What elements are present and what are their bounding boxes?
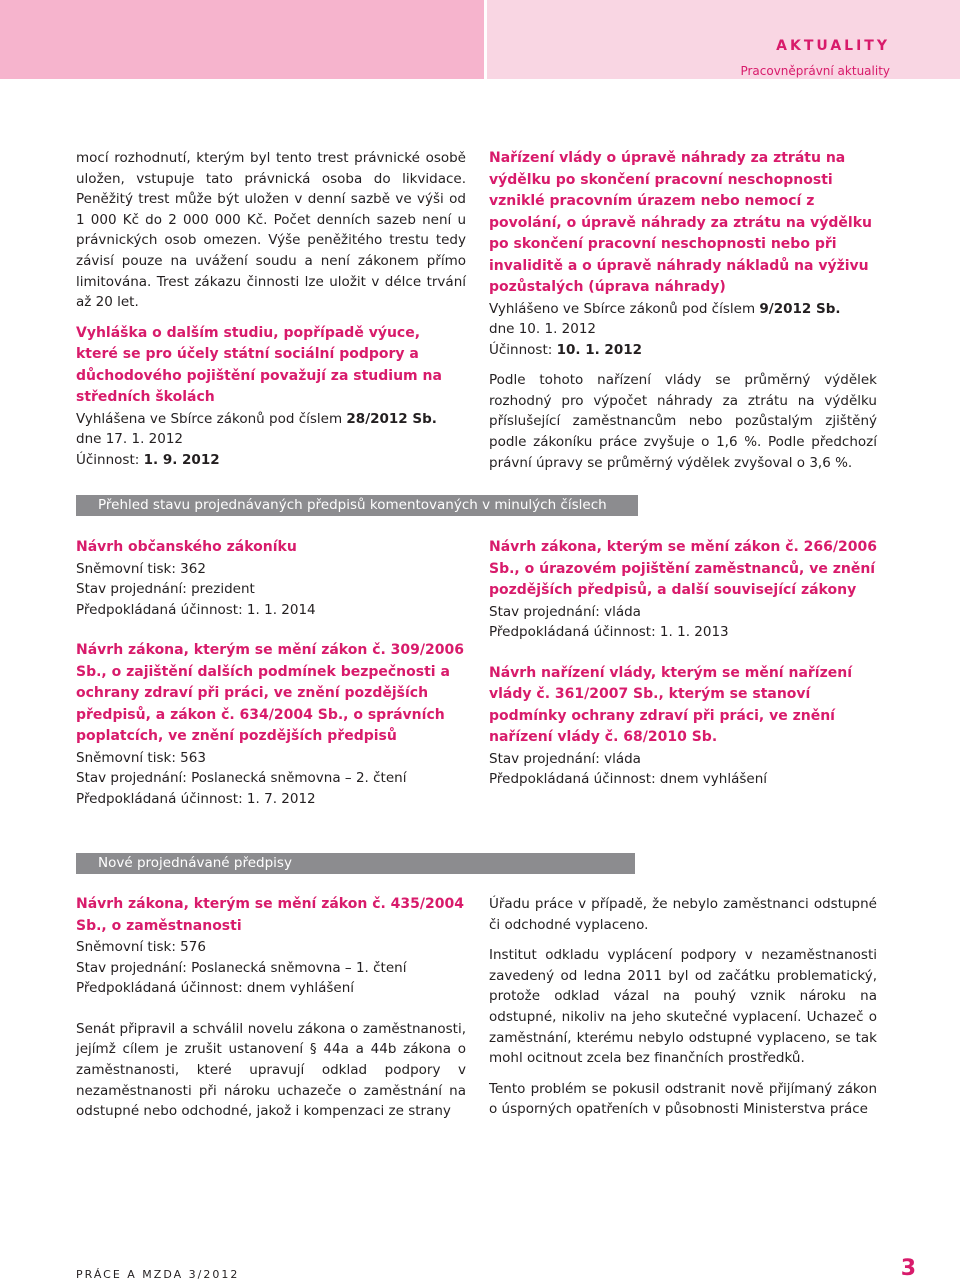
bill-line: Předpokládaná účinnost: 1. 7. 2012 <box>76 790 316 807</box>
regulation-effect: Účinnost: 10. 1. 2012 <box>489 341 643 358</box>
new-left-column <box>76 894 466 1122</box>
overview-left-column <box>76 537 466 810</box>
journal-name: PRÁCE A MZDA 3/2012 <box>76 1268 240 1281</box>
bill-line: Stav projednání: Poslanecká sněmovna – 2. čtení <box>76 770 407 787</box>
section-bar-overview: Přehled stavu projednávaných předpisů komentovaných v minulých číslech <box>76 495 638 516</box>
section-title: AKTUALITY <box>776 38 890 54</box>
section-bar-new: Nové projednávané předpisy <box>76 853 635 874</box>
decree-effect: Účinnost: 1. 9. 2012 <box>76 451 220 468</box>
problem-paragraph: Tento problém se pokusil odstranit nově přijímaný zákon o úsporných opatřeních v působnosti Ministerstva práce <box>489 1080 877 1118</box>
regulation-published: Vyhlášeno ve Sbírce zákonů pod číslem 9/2012 Sb. <box>489 300 841 317</box>
bill-line: Stav projednání: prezident <box>76 581 255 598</box>
left-column-top <box>76 148 466 471</box>
regulation-date: dne 10. 1. 2012 <box>489 321 597 338</box>
overview-right-column <box>489 537 879 790</box>
regulation-heading: Nařízení vlády o úpravě náhrady za ztrátu na výdělku po skončení pracovní neschopnosti vzniklé pracovním úrazem nebo nemocí z povolání, o úpravě náhrady za ztrátu na výdělku po skončení pracovní neschopnosti nebo při invaliditě a o úpravě náhrady nákladů na výživu pozůstalých (úprava náhrady) <box>489 150 872 295</box>
bill-line: Předpokládaná účinnost: 1. 1. 2013 <box>489 624 729 641</box>
bill-heading: Návrh nařízení vlády, kterým se mění nařízení vlády č. 361/2007 Sb., kterým se stanoví podmínky ochrany zdraví při práci, ve znění nařízení vlády č. 68/2010 Sb. <box>489 664 853 746</box>
bill-line: Sněmovní tisk: 576 <box>76 939 206 955</box>
bill-line: Sněmovní tisk: 563 <box>76 749 206 766</box>
bill-heading: Návrh zákona, kterým se mění zákon č. 435/2004 Sb., o zaměstnanosti <box>76 896 464 934</box>
header-band-left <box>0 0 484 79</box>
decree-heading: Vyhláška o dalším studiu, popřípadě výuce, které se pro účely státní sociální podpory a důchodového pojištění považují za studium na středních školách <box>76 324 442 406</box>
bill-paragraph: Senát připravil a schválil novelu zákona o zaměstnanosti, jejímž cílem je zrušit ustanovení § 44a a 44b zákona o zaměstnanosti, které upravují odklad podpory v nezaměstnanosti při nároku uchazeče o zaměstnání na odstupné nebo odchodné, jakož i kompenzaci ze strany <box>76 1020 466 1120</box>
institute-paragraph: Institut odkladu vyplácení podpory v nezaměstnanosti zavedený od ledna 2011 byl od začátku problematický, protože odklad vázal na pouhý vznik nároku na odstupné, nikoliv na jeho skutečné vyplacení. Uchazeč o zaměstnání, kterému nebylo odstupné vyplaceno, se tak mohl ocitnout zcela bez finančních prostředků. <box>489 947 877 1067</box>
bill-heading: Návrh zákona, kterým se mění zákon č. 266/2006 Sb., o úrazovém pojištění zaměstnanců, ve znění pozdějších předpisů, a další související zákony <box>489 539 877 598</box>
bill-line: Předpokládaná účinnost: 1. 1. 2014 <box>76 601 316 618</box>
page-number: 3 <box>900 1256 916 1281</box>
regulation-paragraph: Podle tohoto nařízení vlády se průměrný výdělek rozhodný pro výpočet náhrady za ztrátu na výdělku příslušející zaměstnancům nebo pozůstalým zjištěný podle zákoníku práce zvyšuje o 1,6 %. Podle předchozí právní úpravy se průměrný výdělek zvyšoval o 3,6 %. <box>489 372 877 471</box>
right-column-top <box>489 148 877 473</box>
bill-heading: Návrh zákona, kterým se mění zákon č. 309/2006 Sb., o zajištění dalších podmínek bezpečnosti a ochrany zdraví při práci, ve znění pozdějších předpisů, a zákon č. 634/2004 Sb., o správních poplatcích, ve znění pozdějších předpisů <box>76 642 464 745</box>
new-right-column <box>489 894 877 1120</box>
bill-line: Stav projednání: vláda <box>489 603 641 620</box>
decree-date: dne 17. 1. 2012 <box>76 431 184 448</box>
intro-paragraph: mocí rozhodnutí, kterým byl tento trest právnické osobě uložen, vstupuje tato právnická osoba do likvidace. Peněžitý trest může být uložen v denní sazbě ve výši od 1 000 Kč do 2 000 000 Kč. Počet denních sazeb není u právnických osob omezen. Výše peněžitého trestu tedy závisí pouze na uvážení soudu a není zákonem přímo limitována. Trest zákazu činnosti lze uložit v délce trvání až 20 let. <box>76 150 466 311</box>
bill-line: Stav projednání: Poslanecká sněmovna – 1. čtení <box>76 959 407 976</box>
bill-line: Předpokládaná účinnost: dnem vyhlášení <box>76 980 355 997</box>
continued-paragraph: Úřadu práce v případě, že nebylo zaměstnanci odstupné či odchodné vyplaceno. <box>489 896 877 933</box>
bill-heading: Návrh občanského zákoníku <box>76 539 297 555</box>
decree-published: Vyhlášena ve Sbírce zákonů pod číslem 28/2012 Sb. <box>76 410 437 427</box>
bill-line: Sněmovní tisk: 362 <box>76 560 206 577</box>
bill-line: Předpokládaná účinnost: dnem vyhlášení <box>489 771 768 788</box>
bill-line: Stav projednání: vláda <box>489 750 641 767</box>
section-subtitle: Pracovněprávní aktuality <box>740 64 890 78</box>
